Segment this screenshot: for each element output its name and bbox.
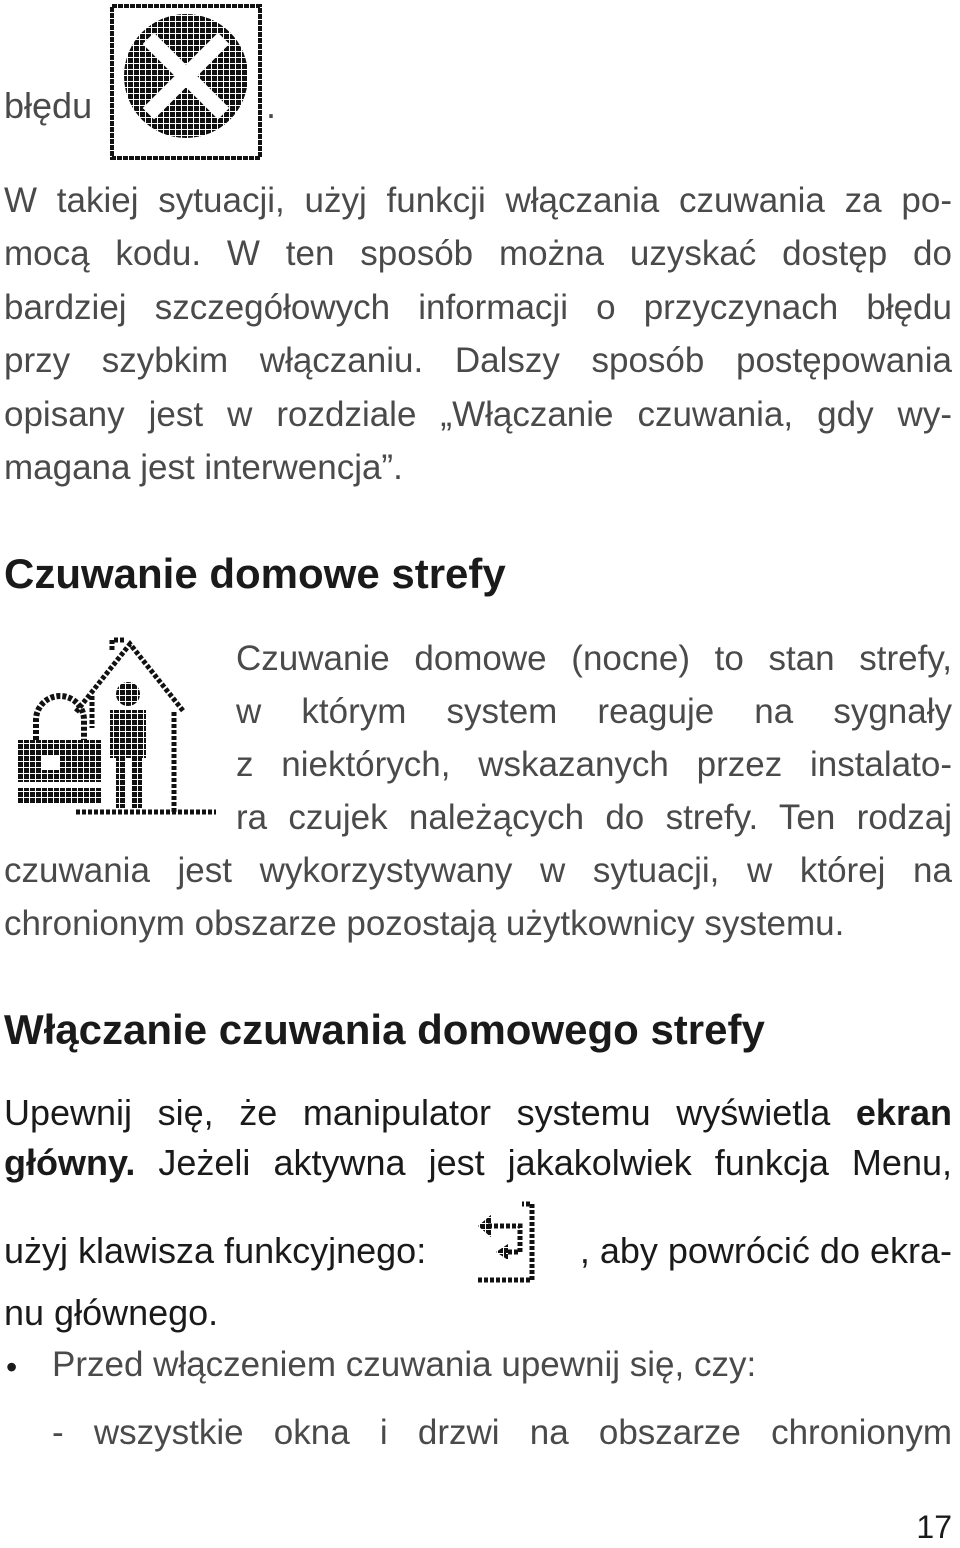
para3-line4: nu głównego. [4,1292,219,1333]
para2-line: z niektórych, wskazanych przez instalato- [236,745,952,784]
paragraph-error-info [4,174,952,494]
para3-line1 [4,1090,952,1136]
para3-line2 [4,1140,952,1186]
text-period: . [266,85,277,126]
para3-line3-before: użyj klawisza funkcyjnego: [4,1230,427,1271]
paragraph-czuwanie-domowe [4,632,952,950]
para3-line3-after: , aby powrócić do ekra- [579,1230,952,1271]
para1-line: mocą kodu. W ten sposób można uzyskać dostęp do [4,234,952,274]
para1-line: opisany jest w rozdziale „Włączanie czuwania, gdy wy- [4,394,952,434]
dash-list-item: - wszystkie okna i drzwi na obszarze chronionym [52,1413,952,1452]
heading-wlaczanie-czuwania: Włączanie czuwania domowego strefy [4,1006,765,1053]
page-number: 17 [916,1509,952,1545]
paragraph-instruction [4,1090,952,1186]
para2-line: w którym system reaguje na sygnały [236,692,952,731]
para3-text: Jeżeli aktywna jest jakakolwiek funkcja Menu, [158,1142,952,1183]
back-arrow-icon [474,1200,538,1284]
para3-text: Upewnij się, że manipulator systemu wyświetla [4,1092,831,1133]
para2-line: chronionym obszarze pozostają użytkownicy systemu. [4,904,845,943]
para1-line: magana jest interwencja”. [4,448,403,488]
para1-line: bardziej szczegółowych informacji o przyczynach błędu [4,287,952,327]
x-mark-icon [110,4,262,160]
para1-line: W takiej sytuacji, użyj funkcji włączania czuwania za po- [4,181,952,220]
heading-czuwanie-domowe: Czuwanie domowe strefy [4,550,506,597]
para2-line: czuwania jest wykorzystywany w sytuacji, w której na [4,851,952,890]
para1-line: przy szybkim włączaniu. Dalszy sposób postępowania [4,341,952,381]
para2-line: Czuwanie domowe (nocne) to stan strefy, [236,639,952,678]
para3-bold-glowny: główny. [4,1142,136,1183]
para3-bold-ekran: ekran [855,1092,952,1133]
para2-line: ra czujek należących do strefy. Ten rodzaj [236,798,952,837]
text-bledu: błędu [4,85,93,126]
bullet-text: Przed włączeniem czuwania upewnij się, czy: [52,1345,757,1384]
bullet-symbol: • [6,1349,18,1385]
